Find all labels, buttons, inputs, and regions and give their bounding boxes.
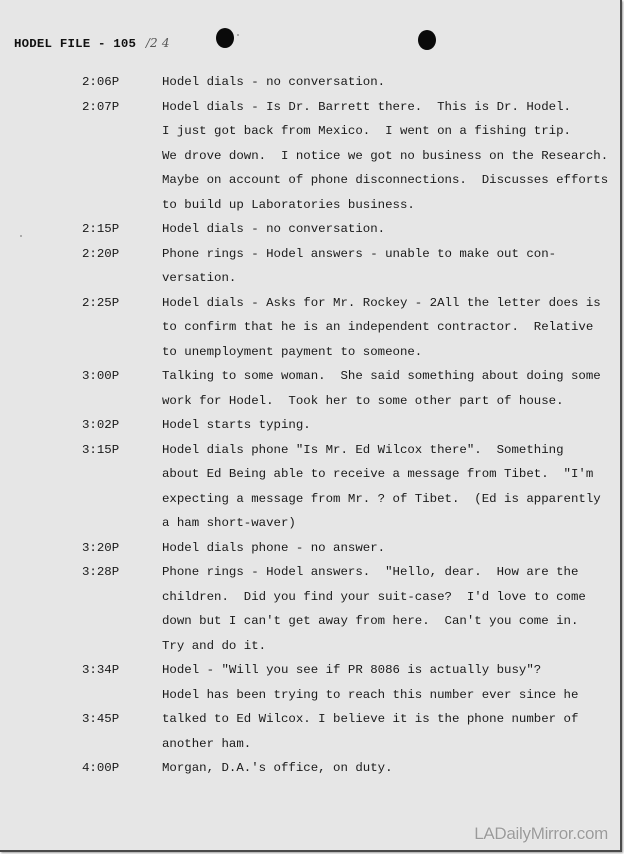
entry-line: Phone rings - Hodel answers. "Hello, dear. How are the <box>162 565 579 579</box>
entry-text <box>162 70 620 95</box>
entry-text <box>162 658 620 707</box>
entry-time: 2:15P <box>82 222 120 236</box>
entry-line: Hodel dials phone - no answer. <box>162 540 386 555</box>
entry-line: to confirm that he is an independent contractor. Relative <box>162 320 594 334</box>
entry-line: Hodel dials - no conversation. <box>162 75 386 89</box>
log-entry <box>0 217 620 242</box>
entry-time: 2:25P <box>82 295 120 310</box>
log-entry <box>0 707 620 756</box>
entry-time: 3:02P <box>82 418 120 432</box>
log-entry <box>0 364 620 413</box>
entry-text <box>162 217 620 242</box>
watermark: LADailyMirror.com <box>474 824 608 843</box>
entry-line: expecting a message from Mr. ? of Tibet. (Ed is apparently <box>162 491 601 506</box>
log-entry <box>0 438 620 536</box>
entry-text <box>162 291 620 365</box>
log-entry <box>0 95 620 218</box>
entry-line: work for Hodel. Took her to some other part of house. <box>162 393 564 408</box>
log-entry <box>0 413 620 438</box>
log-entries <box>0 70 620 781</box>
entry-line: Talking to some woman. She said something about doing some <box>162 369 601 383</box>
entry-line: to build up Laboratories business. <box>162 197 415 212</box>
entry-line: Morgan, D.A.'s office, on duty. <box>162 761 393 775</box>
entry-line: Hodel dials - no conversation. <box>162 222 386 236</box>
paper-speck <box>237 34 239 36</box>
entry-text <box>162 413 620 438</box>
entry-time: 3:15P <box>82 442 120 457</box>
log-entry <box>0 560 620 658</box>
entry-time: 2:06P <box>82 75 120 89</box>
entry-line: to unemployment payment to someone. <box>162 344 423 359</box>
entry-line: Maybe on account of phone disconnections. Discusses efforts <box>162 173 609 187</box>
entry-text <box>162 95 620 218</box>
entry-line: children. Did you find your suit-case? I'd love to come <box>162 589 586 604</box>
log-entry <box>0 70 620 95</box>
entry-line: Hodel dials - Asks for Mr. Rockey - 2All the letter does is <box>162 295 601 310</box>
entry-time: 3:28P <box>82 565 120 579</box>
entry-line: I just got back from Mexico. I went on a fishing trip. <box>162 124 571 138</box>
punch-hole-left <box>216 28 234 48</box>
entry-text <box>162 756 620 781</box>
entry-line: down but I can't get away from here. Can't you come in. <box>162 614 579 628</box>
log-entry <box>0 756 620 781</box>
file-title: HODEL FILE - 105 <box>14 37 137 51</box>
entry-text <box>162 536 620 561</box>
entry-line: We drove down. I notice we got no business on the Research. <box>162 148 609 163</box>
entry-text <box>162 364 620 413</box>
entry-line: about Ed Being able to receive a message from Tibet. "I'm <box>162 467 594 481</box>
entry-line: Hodel dials - Is Dr. Barrett there. This is Dr. Hodel. <box>162 99 571 114</box>
entry-time: 4:00P <box>82 761 120 775</box>
log-entry <box>0 536 620 561</box>
log-entry <box>0 242 620 291</box>
entry-line: Hodel - "Will you see if PR 8086 is actually busy"? <box>162 663 542 677</box>
entry-line: Phone rings - Hodel answers - unable to make out con- <box>162 246 557 261</box>
entry-text <box>162 242 620 291</box>
log-entry <box>0 291 620 365</box>
entry-time: 3:00P <box>82 369 120 383</box>
log-entry <box>0 658 620 707</box>
entry-time: 3:45P <box>82 712 120 726</box>
entry-text <box>162 560 620 658</box>
entry-time: 3:20P <box>82 540 120 555</box>
entry-text <box>162 707 620 756</box>
entry-time: 3:34P <box>82 663 120 677</box>
entry-line: talked to Ed Wilcox. I believe it is the phone number of <box>162 712 579 726</box>
entry-line: versation. <box>162 271 237 285</box>
entry-text <box>162 438 620 536</box>
entry-line: a ham short-waver) <box>162 516 296 530</box>
punch-hole-right <box>418 30 436 50</box>
entry-line: Try and do it. <box>162 638 267 653</box>
entry-line: Hodel starts typing. <box>162 418 311 432</box>
entry-line: another ham. <box>162 736 252 751</box>
entry-time: 2:20P <box>82 246 120 261</box>
entry-line: Hodel dials phone "Is Mr. Ed Wilcox there". Something <box>162 442 564 457</box>
entry-line: Hodel has been trying to reach this number ever since he <box>162 687 579 702</box>
file-header <box>14 36 170 51</box>
handwritten-annotation: /2 4 <box>145 36 170 50</box>
entry-time: 2:07P <box>82 99 120 114</box>
